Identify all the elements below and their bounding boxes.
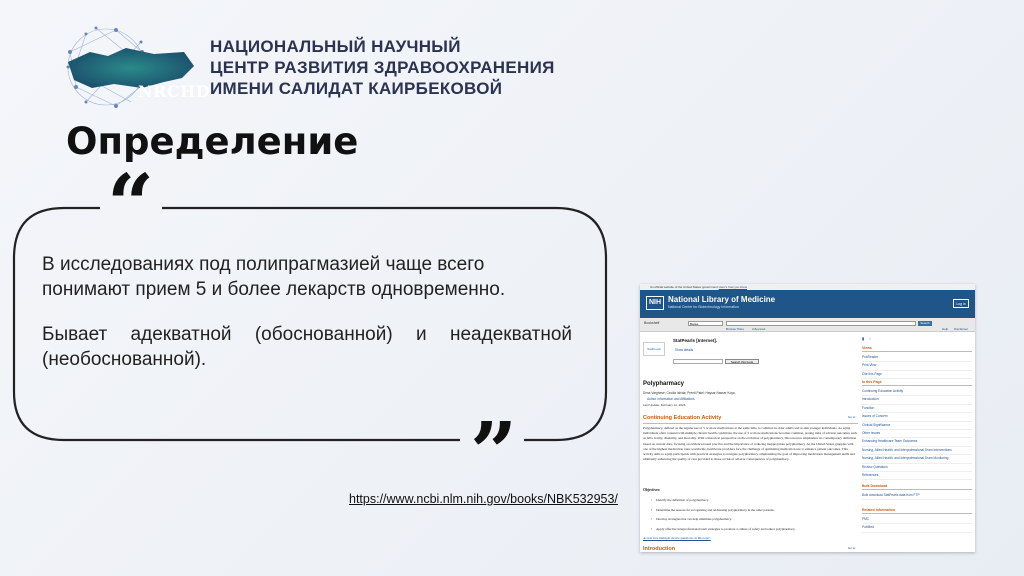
sidebar-link[interactable]: PMC xyxy=(862,516,972,524)
nlm-subtitle: National Center for Biotechnology Information xyxy=(668,305,739,309)
help-link[interactable]: Help xyxy=(942,327,949,331)
sidebar-link[interactable]: Nursing, Allied Health, and Interprofessional Team Monitoring xyxy=(862,455,972,463)
sidebar-link[interactable]: Print View xyxy=(862,362,972,370)
facebook-icon[interactable]: ▮ xyxy=(862,336,865,341)
statpearls-title: StatPearls [Internet]. xyxy=(673,338,718,343)
slide-title: Определение xyxy=(66,120,359,163)
in-page-section xyxy=(862,380,972,480)
objective-item: • Determine the reasons for recognizing and addressing polypharmacy in the older patients. xyxy=(651,506,856,516)
gov-notice-link[interactable]: Here's how you know xyxy=(718,285,748,289)
sidebar-link[interactable]: Other Issues xyxy=(862,430,972,438)
intro-heading-text: Introduction xyxy=(643,546,676,552)
definition-paragraph-1: В исследованиях под полипрагмазией чаще всего понимают прием 5 и более лекарств одновременно. xyxy=(42,254,506,300)
search-book-input[interactable] xyxy=(673,359,723,364)
sidebar-link[interactable]: Continuing Education Activity xyxy=(862,388,972,396)
sidebar-link[interactable]: Review Questions xyxy=(862,464,972,472)
sidebar-link[interactable]: Bulk download StatPearls data from FTP xyxy=(862,492,972,500)
twitter-icon[interactable]: ▫ xyxy=(869,336,871,341)
sidebar-link[interactable]: Function xyxy=(862,405,972,413)
views-section xyxy=(862,346,972,379)
search-book-button[interactable]: Search this book xyxy=(725,359,759,364)
objectives-heading: Objectives: xyxy=(643,488,661,492)
close-quote-mark: ” xyxy=(470,405,518,501)
ncbi-screenshot xyxy=(640,284,975,552)
sidebar-link[interactable]: Enhancing Healthcare Team Outcomes xyxy=(862,438,972,446)
views-heading: Views xyxy=(862,346,972,352)
org-line-3: ИМЕНИ САЛИДАТ КАИРБЕКОВОЙ xyxy=(210,79,503,98)
ce-heading xyxy=(643,415,858,421)
last-update: Last Update: February 12, 2024. xyxy=(643,403,687,407)
sidebar-link[interactable]: Introduction xyxy=(862,396,972,404)
article-title: Polypharmacy xyxy=(643,381,685,387)
nrchd-logo xyxy=(56,22,211,112)
related-info-heading: Related information xyxy=(862,508,972,514)
objective-item: • Identify the definition of polypharmacy. xyxy=(651,496,856,506)
goto-link[interactable]: Go to: xyxy=(847,546,856,550)
search-input[interactable] xyxy=(726,321,916,326)
gov-notice-text: An official website of the United States government xyxy=(650,285,718,289)
definition-paragraph-2: Бывает адекватной (обоснованной) и неадекватной (необоснованной). xyxy=(42,324,572,370)
goto-link[interactable]: Go to: xyxy=(847,415,856,419)
open-quote-mark: “ xyxy=(107,157,155,253)
ce-body-text: Polypharmacy, defined as the regular use of 5 or more medications at the same time, is common in older adults and at-risk younger individuals. As aging individuals often contend with multiple chronic health conditions, the use of 5 or more medications becomes common, posing risks of adverse outcomes such as falls, frailty, disability, and mortality. With a historical perspective on the evolution of polypharmacy, this resource emphasizes its contemporary definition based on current data, focusing on evidence-based practice and the importance of reducing inappropriate polypharmacy. As the United States grapples with one of the highest medication rates worldwide, healthcare providers face the challenge of optimizing medication use to enhance patient outcomes. This activity aims to equip participants with practical strategies to navigate polypharmacy, emphasizing the goal of improving medication management skills and ultimately enhancing the quality of care provided to those at risk of adverse consequences of polypharmacy. xyxy=(643,426,857,462)
intro-heading xyxy=(643,546,858,552)
objective-item: • Apply effective interprofessional team strategies to promote a culture of safety and reduce polypharmacy. xyxy=(651,525,856,535)
org-line-2: ЦЕНТР РАЗВИТИЯ ЗДРАВООХРАНЕНИЯ xyxy=(210,58,555,77)
article-authors: Dima Varghese; Cecilia Ishida; Preeti Patel; Haysar Nasser Koya. xyxy=(643,391,736,395)
show-details-link[interactable]: Show details xyxy=(675,348,694,352)
ce-divider xyxy=(643,423,858,424)
objective-item: • Develop strategies that can help minimize polypharmacy. xyxy=(651,515,856,525)
sidebar-link[interactable]: References xyxy=(862,472,972,480)
access-questions-link[interactable]: Access free multiple choice questions on this topic. xyxy=(643,536,711,540)
source-link[interactable]: https://www.ncbi.nlm.nih.gov/books/NBK532953/ xyxy=(349,492,618,506)
in-page-heading: In this Page xyxy=(862,380,972,386)
logo-text: NRCHD xyxy=(138,82,211,101)
sidebar-link[interactable]: Cite this Page xyxy=(862,371,972,379)
bookshelf-label: Bookshelf xyxy=(644,321,660,325)
nih-logo[interactable]: NIH xyxy=(646,296,664,310)
org-line-1: НАЦИОНАЛЬНЫЙ НАУЧНЫЙ xyxy=(210,37,461,56)
login-button[interactable]: Log in xyxy=(953,299,969,308)
objectives-list xyxy=(651,496,856,534)
sidebar-link[interactable]: Nursing, Allied Health, and Interprofessional Team Interventions xyxy=(862,447,972,455)
browse-titles-link[interactable]: Browse Titles xyxy=(726,327,744,331)
statpearls-logo: StatPearls xyxy=(643,342,665,356)
sidebar-link[interactable]: Issues of Concern xyxy=(862,413,972,421)
nlm-header xyxy=(640,290,975,318)
sidebar-link[interactable]: PubMed xyxy=(862,524,972,532)
search-button[interactable]: Search xyxy=(918,321,932,326)
related-info-section xyxy=(862,508,972,533)
share-icons xyxy=(862,336,871,341)
ncbi-content xyxy=(640,332,975,552)
bulk-download-heading: Bulk Download xyxy=(862,484,972,490)
bulk-download-section xyxy=(862,484,972,500)
database-select[interactable]: Books xyxy=(688,321,723,326)
advanced-link[interactable]: Advanced xyxy=(752,327,766,331)
sidebar-link[interactable]: Clinical Significance xyxy=(862,422,972,430)
organization-name xyxy=(210,36,555,99)
author-info-link[interactable]: Author Information and Affiliations xyxy=(647,397,695,401)
ce-heading-text: Continuing Education Activity xyxy=(643,415,722,421)
disclaimer-link[interactable]: Disclaimer xyxy=(954,327,969,331)
nlm-title: National Library of Medicine xyxy=(668,295,776,304)
sidebar-link[interactable]: PubReader xyxy=(862,354,972,362)
bookshelf-search-bar xyxy=(640,318,975,332)
